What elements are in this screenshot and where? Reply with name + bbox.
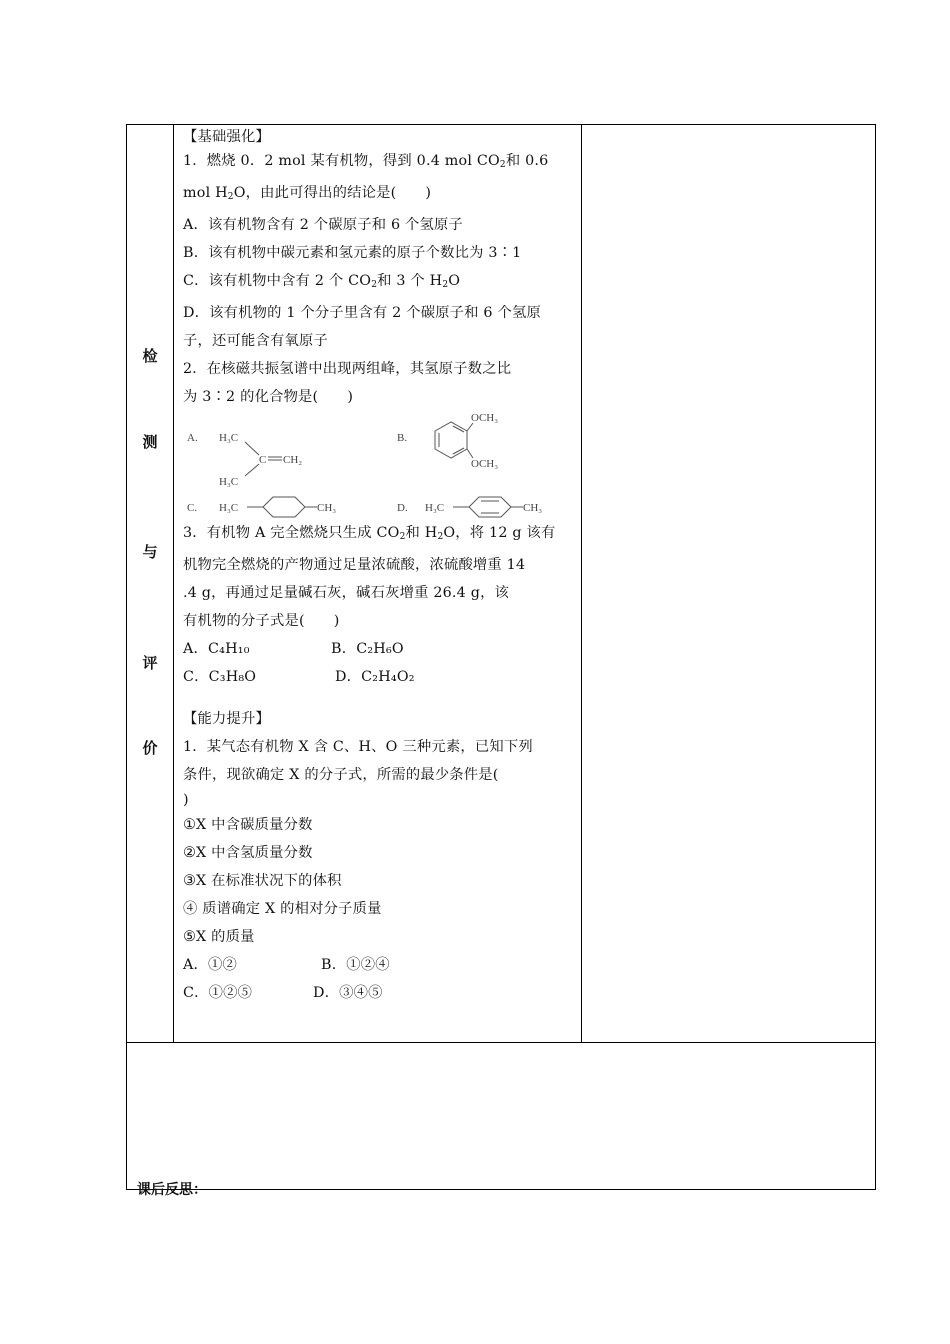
exercise-content [183,127,579,1007]
h3c-text: H₃C [219,476,239,488]
label-b: B. [397,432,408,444]
h3c-text: H₃C [219,502,239,514]
label-d: D. [397,502,408,514]
bond-line [453,448,464,454]
condition-5: ⑤X 的质量 [183,929,255,945]
och3-text: OCH₃ [471,458,499,470]
q1-option-d-cont: 子，还可能含有氧原子 [183,333,328,349]
structures-svg [183,411,579,519]
q3-options-ab [183,635,579,663]
label-c: C. [187,502,198,514]
row-divider [127,1042,875,1043]
column-divider-left [173,125,174,1043]
adv-q1-line: 条件，现欲确定 X 的分子式，所需的最少条件是( [183,767,499,783]
adv-option-a: A．①② [183,957,238,973]
bond-line [245,442,259,455]
adv-option-d: D．③④⑤ [313,985,383,1001]
worksheet-table [126,124,876,1198]
column-divider-right [581,125,582,1043]
section-heading-advanced: 【能力提升】 [183,711,270,727]
q3-option-d: D．C₂H₄O₂ [335,669,415,685]
condition-4: ④ 质谱确定 X 的相对分子质量 [183,901,382,917]
h3c-text: H₃C [219,432,239,444]
condition-1: ①X 中含碳质量分数 [183,817,313,833]
q3-line: .4 g，再通过足量碱石灰，碱石灰增重 26.4 g，该 [183,585,510,601]
q1-option-b: B．该有机物中碳元素和氢元素的原子个数比为 3∶1 [183,245,522,261]
q3-option-b: B．C₂H₆O [331,641,404,657]
side-label-char: 价 [142,739,158,757]
benzene-ring [469,497,511,517]
bond-line [245,464,259,476]
q2-line: 为 3∶2 的化合物是( ) [183,389,354,405]
adv-q1-line: 1．某气态有机物 X 含 C、H、O 三种元素，已知下列 [183,739,533,755]
ch3-text: CH₃ [317,502,337,514]
side-label-char: 检 [142,347,158,365]
adv-q1-line: ) [183,792,189,808]
bond-line [467,423,473,431]
h3c-text: H₃C [425,502,445,514]
cyclohexane-ring [263,497,305,517]
q1-option-a: A．该有机物含有 2 个碳原子和 6 个氢原子 [183,217,464,233]
side-label-char: 测 [142,433,158,451]
bond-line [453,426,464,432]
carbon-text: C [259,454,267,466]
section-heading-basic: 【基础强化】 [183,129,270,145]
q3-options-cd [183,663,579,691]
q1-option-d: D．该有机物的 1 个分子里含有 2 个碳原子和 6 个氢原 [183,305,541,321]
q3-line: 机物完全燃烧的产物通过足量浓硫酸，浓硫酸增重 14 [183,557,526,573]
q2-line: 2．在核磁共振氢谱中出现两组峰，其氢原子数之比 [183,361,512,377]
benzene-ring [435,422,467,458]
q1-line: mol $H_2O$，由此可得出的结论是( ) [183,185,432,202]
adv-options-ab [183,951,579,979]
ch3-text: CH₃ [523,502,543,514]
bond-line [467,449,473,458]
q3-option-a: A．C₄H₁₀ [183,641,250,657]
q3-line: 有机物的分子式是( ) [183,613,340,629]
adv-option-c: C．①②⑤ [183,985,253,1001]
q1-line: 1．燃烧 0．2 mol 某有机物，得到 0.4 mol $CO_2$和 0.6 [183,153,549,170]
side-label-char: 与 [142,543,158,561]
q1-option-c: C．该有机物中含有 2 个 $CO_2$和 3 个 $H_2O$ [183,273,461,290]
condition-3: ③X 在标准状况下的体积 [183,873,342,889]
q3-line: 3．有机物 A 完全燃烧只生成 $CO_2$和 $H_2O$，将 12 g 该有 [183,525,556,542]
adv-option-b: B．①②④ [321,957,390,973]
label-a: A. [187,432,198,444]
och3-text: OCH₃ [471,412,499,424]
ch2-text: CH₂ [283,454,303,466]
reflection-label: 课后反思： [137,1182,207,1198]
condition-2: ②X 中含氢质量分数 [183,845,313,861]
adv-options-cd [183,979,579,1007]
q3-option-c: C．C₃H₈O [183,669,257,685]
side-label-char: 评 [142,654,158,672]
structure-options-figure [183,411,579,519]
